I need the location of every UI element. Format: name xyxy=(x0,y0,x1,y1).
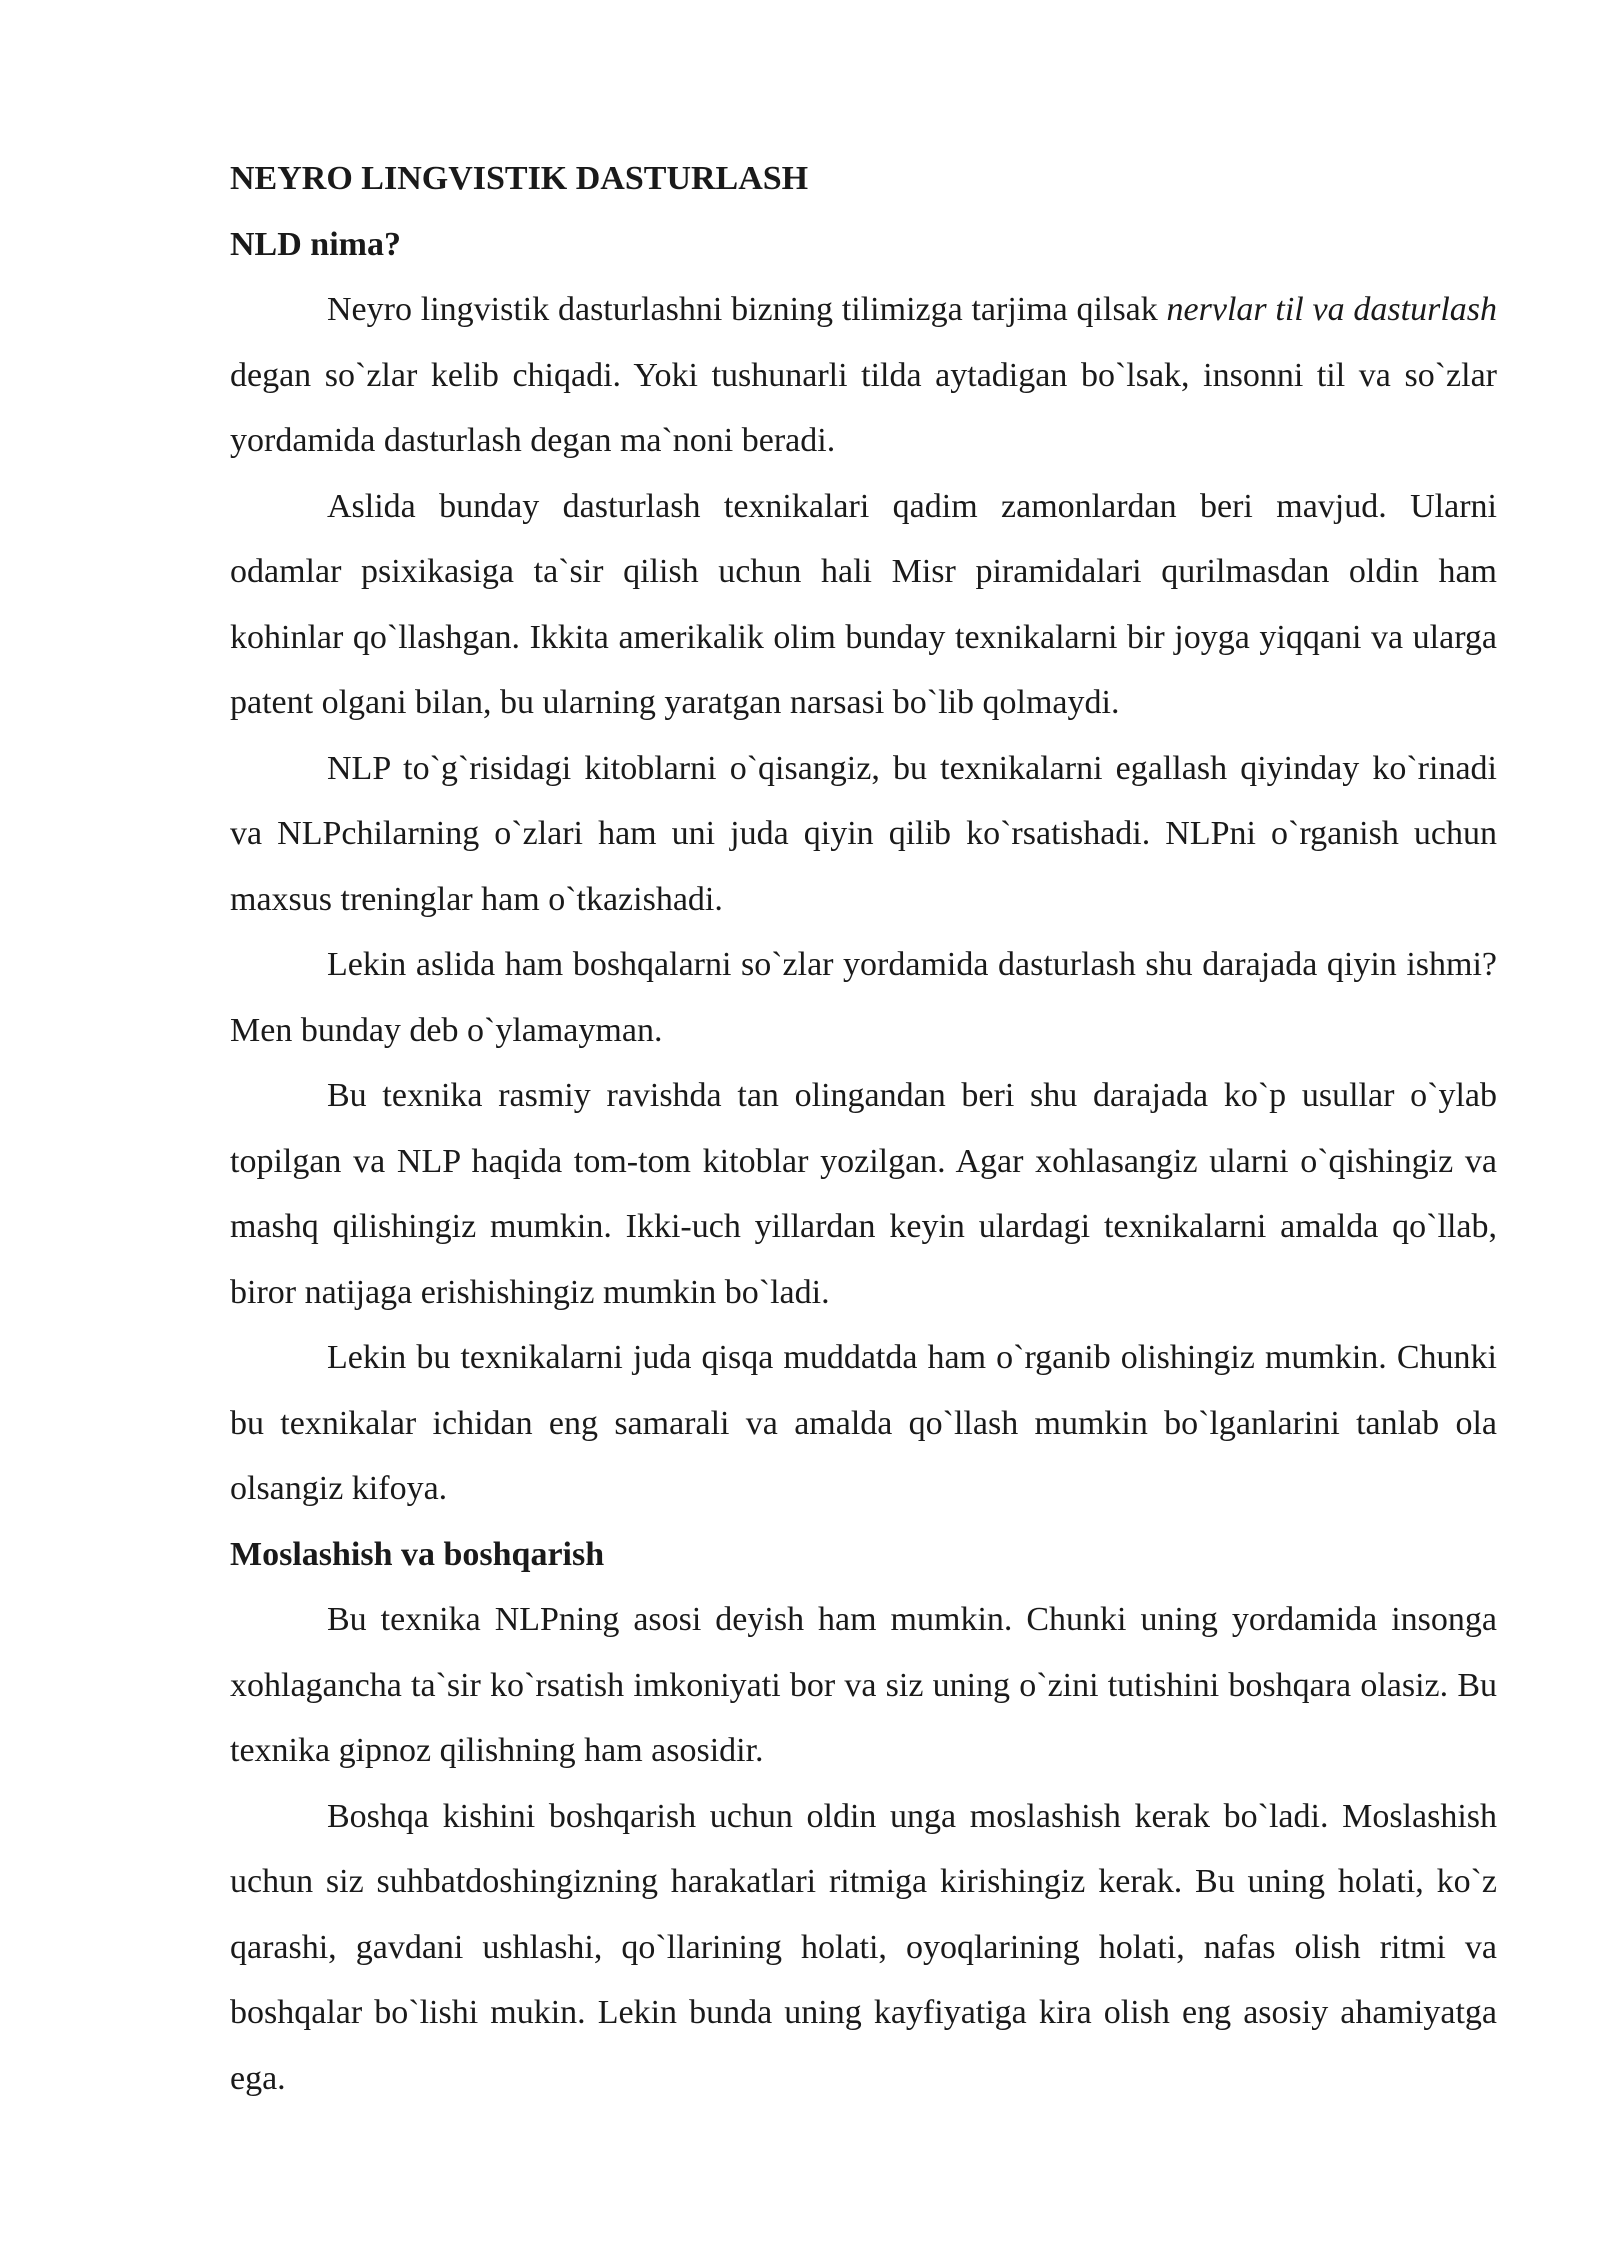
paragraph: Boshqa kishini boshqarish uchun oldin unga moslashish kerak bo`ladi. Moslashish uchun siz suhbatdoshingizning harakatlari ritmiga kirishingiz kerak. Bu uning holati, ko`z qarashi, gavdani ushlashi, qo`llarining holati, oyoqlarining holati, nafas olish ritmi va boshqalar bo`lishi mukin. Lekin bunda uning kayfiyatiga kira olish eng asosiy ahamiyatga ega. xyxy=(230,1797,1497,2097)
paragraph: Bu texnika rasmiy ravishda tan olingandan beri shu darajada ko`p usullar o`ylab topilgan va NLP haqida tom-tom kitoblar yozilgan. Agar xohlasangiz ularni o`qishingiz va mashq qilishingiz mumkin. Ikki-uch yillardan keyin ulardagi texnikalarni amalda qo`llab, biror natijaga erishishingiz mumkin bo`ladi. xyxy=(230,1077,1497,1311)
paragraph-text: degan so`zlar kelib chiqadi. Yoki tushunarli tilda aytadigan bo`lsak, insonni til va so`zlar yordamida dasturlash degan ma`noni beradi. xyxy=(230,356,1497,459)
document-body xyxy=(230,146,1497,2111)
paragraph: Bu texnika NLPning asosi deyish ham mumkin. Chunki uning yordamida insonga xohlagancha ta`sir ko`rsatish imkoniyati bor va siz uning o`zini tutishini boshqara olasiz. Bu texnika gipnoz qilishning ham asosidir. xyxy=(230,1601,1497,1769)
section-heading-nld-nima: NLD nima? xyxy=(230,225,401,263)
paragraph xyxy=(230,277,1497,474)
section-heading-moslashish: Moslashish va boshqarish xyxy=(230,1535,605,1573)
document-title: NEYRO LINGVISTIK DASTURLASH xyxy=(230,160,809,197)
italic-phrase: nervlar til va dasturlash xyxy=(1166,291,1497,328)
paragraph: NLP to`g`risidagi kitoblarni o`qisangiz, bu texnikalarni egallash qiyinday ko`rinadi va NLPchilarning o`zlari ham uni juda qiyin qilib ko`rsatishadi. NLPni o`rganish uchun maxsus treninglar ham o`tkazishadi. xyxy=(230,749,1497,918)
paragraph: Lekin aslida ham boshqalarni so`zlar yordamida dasturlash shu darajada qiyin ishmi? Men bunday deb o`ylamayman. xyxy=(230,946,1497,1049)
paragraph-text: Neyro lingvistik dasturlashni bizning tilimizga tarjima qilsak xyxy=(327,291,1167,328)
paragraph: Lekin bu texnikalarni juda qisqa muddatda ham o`rganib olishingiz mumkin. Chunki bu texnikalar ichidan eng samarali va amalda qo`llash mumkin bo`lganlarini tanlab ola olsangiz kifoya. xyxy=(230,1339,1497,1507)
paragraph: Aslida bunday dasturlash texnikalari qadim zamonlardan beri mavjud. Ularni odamlar psixikasiga ta`sir qilish uchun hali Misr piramidalari qurilmasdan oldin ham kohinlar qo`llashgan. Ikkita amerikalik olim bunday texnikalarni bir joyga yiqqani va ularga patent olgani bilan, bu ularning yaratgan narsasi bo`lib qolmaydi. xyxy=(230,487,1497,721)
